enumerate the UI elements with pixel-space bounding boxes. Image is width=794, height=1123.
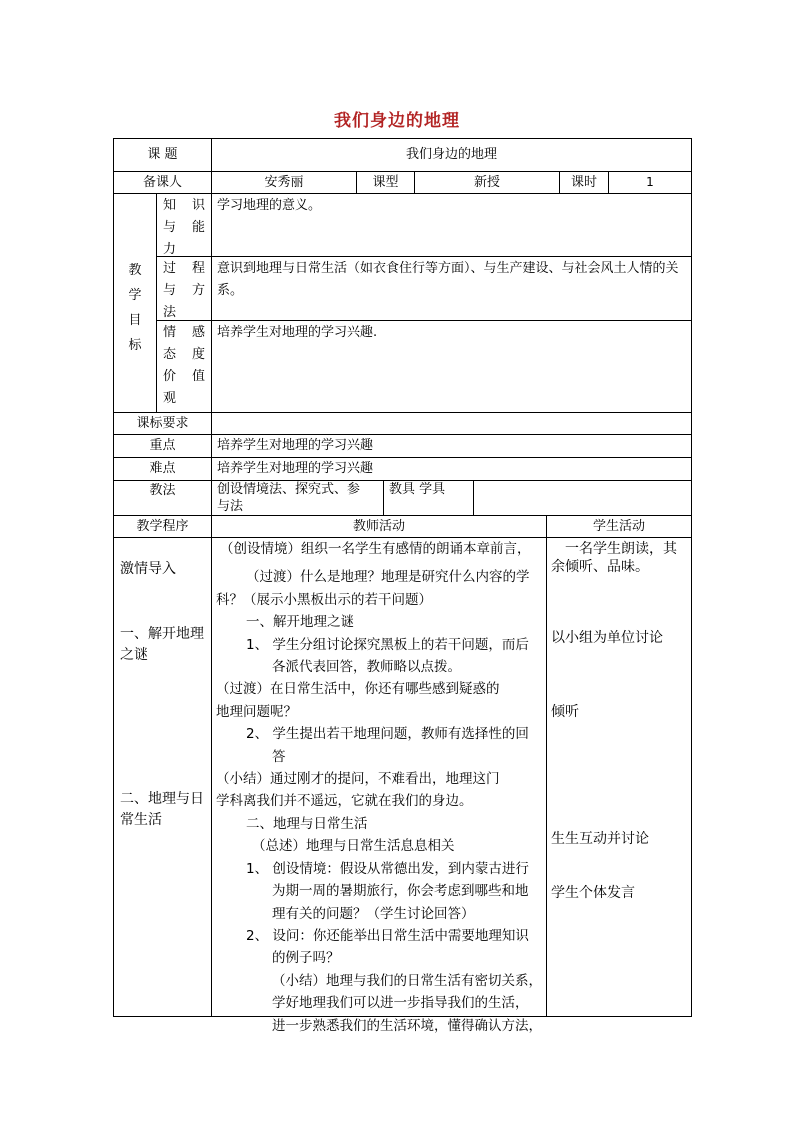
process-col-student: 学生活动: [546, 515, 692, 538]
preparer-label: 备课人: [113, 171, 212, 194]
process-steps: [113, 537, 212, 1017]
type-value: 新授: [414, 171, 560, 194]
student-line-3: 以小组为单位讨论: [551, 630, 663, 646]
goal-attitude-text: 培养学生对地理的学习兴趣.: [211, 320, 692, 413]
goal-sub-process: 过 程 与 方 法: [156, 256, 212, 321]
goal-sub-attitude: 情 感 态 度 价 值 观: [156, 320, 212, 413]
method-value: 创设情境法、探究式、参 与法: [211, 480, 384, 516]
student-line-1: 一名学生朗读，其: [565, 541, 677, 557]
difficult-label: 难点: [113, 457, 212, 481]
step-2-line1: 二、地理与日: [120, 791, 204, 807]
process-col-steps: 教学程序: [113, 515, 212, 538]
topic-label: 课 题: [113, 138, 212, 172]
step-1-line1: 一、解开地理: [120, 626, 204, 642]
student-line-4: 倾听: [551, 704, 579, 720]
student-line-2: 余倾听、品味。: [551, 559, 649, 575]
type-label: 课型: [356, 171, 415, 194]
key-value: 培养学生对地理的学习兴趣: [211, 434, 692, 458]
student-line-5: 生生互动并讨论: [551, 831, 649, 847]
standards-label: 课标要求: [113, 412, 212, 435]
aids-value: [473, 480, 692, 516]
goals-label: 教 学 目 标: [113, 193, 157, 413]
student-line-6: 学生个体发言: [551, 885, 635, 901]
key-label: 重点: [113, 434, 212, 458]
standards-value: [211, 412, 692, 435]
step-2-line2: 常生活: [120, 812, 162, 828]
step-1-line2: 之谜: [120, 647, 148, 663]
goal-sub-knowledge: 知 识 与 能 力: [156, 193, 212, 257]
preparer-value: 安秀丽: [211, 171, 357, 194]
aids-label: 教具 学具: [383, 480, 474, 516]
goal-process-text: 意识到地理与日常生活（如衣食住行等方面）、与生产建设、与社会风土人情的关系。: [211, 256, 692, 321]
difficult-value: 培养学生对地理的学习兴趣: [211, 457, 692, 481]
method-label: 教法: [113, 480, 212, 516]
process-student: [546, 537, 692, 1017]
process-teacher: （创设情境）组织一名学生有感情的朗诵本章前言， （过渡）什么是地理？地理是研究什么内容的学 科？（展示小黑板出示的若干问题） 一、解开地理之谜 1、 学生分组讨论探究黑板上的若干问题，而后 各派代表回答，教师略以点拨。 （过渡）在日常生活中，你还有哪些感到疑惑的 地理问题呢？ 2、 学生提出若干地理问题，教师有选择性的回 答 （小结）通过刚才的提问，不难看出，地理这门 学科离我们并不遥远，它就在我们的身边。 二、地理与日常生活 （总述）地理与日常生活息息相关 1、 创设情境：假设从常德出发，到内蒙古进行 为期一周的暑期旅行，你会考虑到哪些和地 理有关的问题？（学生讨论回答） 2、 设问：你还能举出日常生活中需要地理知识 的例子吗？ （小结）地理与我们的日常生活有密切关系， 学好地理我们可以进一步指导我们的生活， 进一步熟悉我们的生活环境，懂得确认方法，: [211, 537, 547, 1017]
topic-value: 我们身边的地理: [211, 138, 692, 172]
page-title: 我们身边的地理: [334, 111, 460, 131]
hours-value: 1: [608, 171, 692, 194]
process-col-teacher: 教师活动: [211, 515, 547, 538]
goal-knowledge-text: 学习地理的意义。: [211, 193, 692, 257]
step-intro: 激情导入: [120, 561, 176, 577]
hours-label: 课时: [559, 171, 609, 194]
